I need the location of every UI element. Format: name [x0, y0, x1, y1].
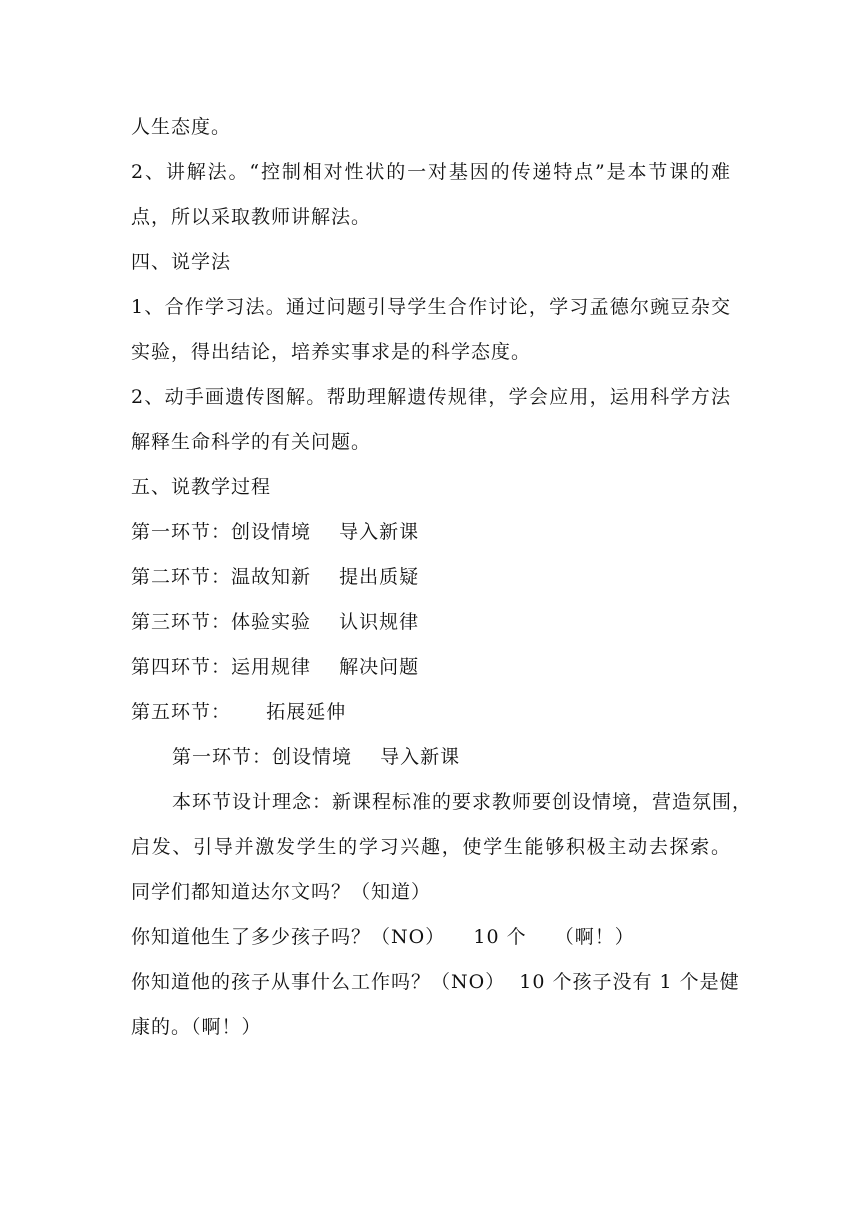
- dialogue-line: 你知道他生了多少孩子吗？（NO） 10 个 （啊！）: [131, 926, 635, 948]
- text-line: 2、讲解法。“控制相对性状的一对基因的传递特点”是本节课的难: [131, 161, 731, 183]
- section-heading: 四、说学法: [131, 251, 232, 273]
- text-line: 1、合作学习法。通过问题引导学生合作讨论，学习孟德尔豌豆杂交: [131, 296, 731, 318]
- text-line: 解释生命科学的有关问题。: [131, 431, 372, 453]
- text-line: 实验，得出结论，培养实事求是的科学态度。: [131, 341, 532, 363]
- section-heading: 五、说教学过程: [131, 476, 272, 498]
- text-line: 2、动手画遗传图解。帮助理解遗传规律，学会应用，运用科学方法: [131, 386, 731, 408]
- stage-line: 第二环节：温故知新 提出质疑: [131, 566, 420, 588]
- text-line: 本环节设计理念：新课程标准的要求教师要创设情境，营造氛围，: [172, 791, 753, 813]
- text-line: 人生态度。: [131, 116, 232, 138]
- stage-line: 第三环节：体验实验 认识规律: [131, 611, 420, 633]
- dialogue-line: 康的。（啊！）: [131, 1016, 262, 1038]
- dialogue-line: 同学们都知道达尔文吗？（知道）: [131, 881, 432, 903]
- stage-line: 第五环节： 拓展延伸: [131, 701, 347, 723]
- text-line: 点，所以采取教师讲解法。: [131, 206, 372, 228]
- dialogue-line: 你知道他的孩子从事什么工作吗？（NO） 10 个孩子没有 1 个是健: [131, 971, 740, 993]
- stage-line: 第四环节：运用规律 解决问题: [131, 656, 420, 678]
- stage-line: 第一环节：创设情境 导入新课: [131, 521, 420, 543]
- text-line: 启发、引导并激发学生的学习兴趣，使学生能够积极主动去探索。: [131, 836, 731, 858]
- stage-heading: 第一环节：创设情境 导入新课: [172, 746, 461, 768]
